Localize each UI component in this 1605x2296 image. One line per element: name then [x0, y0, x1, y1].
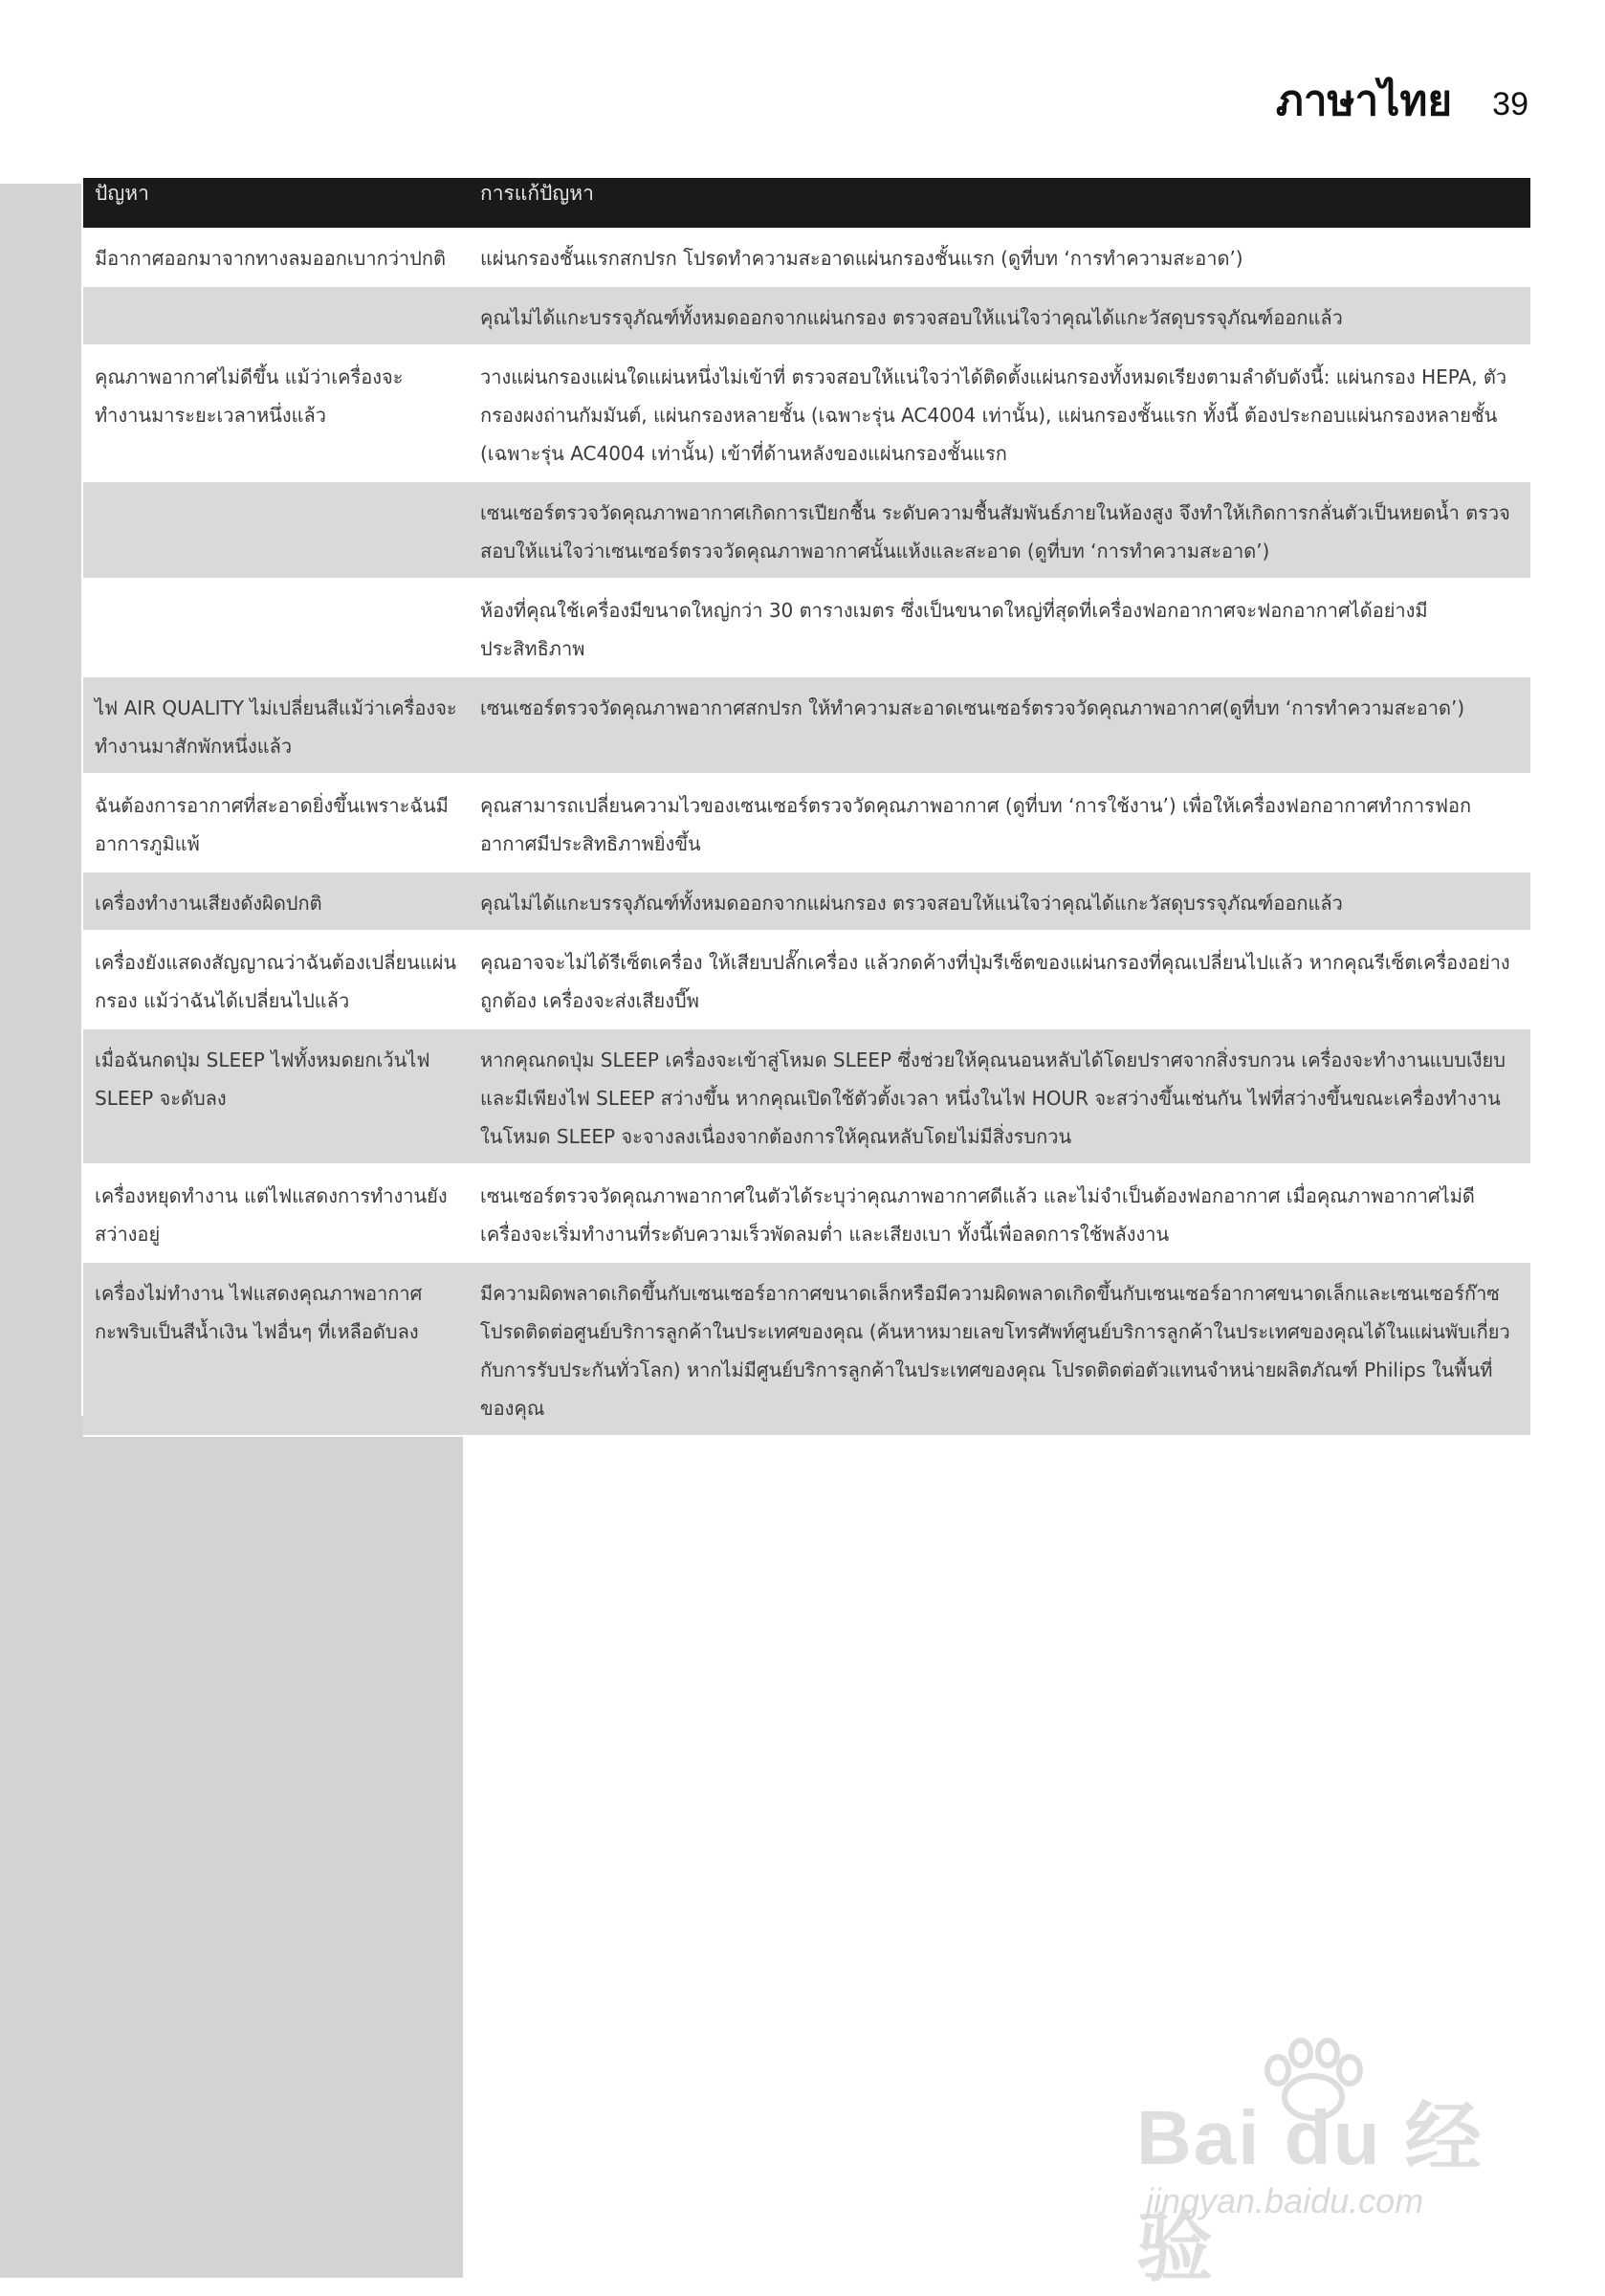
table-row [83, 1028, 1530, 1164]
problem-cell: เครื่องไม่ทำงาน ไฟแสดงคุณภาพอากาศกะพริบเป็นสีน้ำเงิน ไฟอื่นๆ ที่เหลือดับลง [83, 1262, 469, 1436]
solution-cell: คุณอาจจะไม่ได้รีเซ็ตเครื่อง ให้เสียบปลั๊กเครื่อง แล้วกดค้างที่ปุ่มรีเซ็ตของแผ่นกรองที่คุณเปลี่ยนไปแล้ว หากคุณรีเซ็ตเครื่องอย่างถูกต้อง เครื่องจะส่งเสียงบี๊พ [469, 931, 1530, 1028]
page-header [1276, 67, 1528, 134]
problem-cell: ไฟ AIR QUALITY ไม่เปลี่ยนสีแม้ว่าเครื่องจะทำงานมาสักพักหนึ่งแล้ว [83, 676, 469, 774]
table-row [83, 676, 1530, 774]
table-row [83, 481, 1530, 579]
watermark-url: jingyan.baidu.com [1146, 2181, 1424, 2220]
problem-cell: คุณภาพอากาศไม่ดีขึ้น แม้ว่าเครื่องจะทำงานมาระยะเวลาหนึ่งแล้ว [83, 345, 469, 481]
solution-cell: เซนเซอร์ตรวจวัดคุณภาพอากาศในตัวได้ระบุว่าคุณภาพอากาศดีแล้ว และไม่จำเป็นต้องฟอกอากาศ เมื่อคุณภาพอากาศไม่ดี เครื่องจะเริ่มทำงานที่ระดับความเร็วพัดลมต่ำ และเสียงเบา ทั้งนี้เพื่อลดการใช้พลังงาน [469, 1164, 1530, 1262]
problem-cell: เครื่องหยุดทำงาน แต่ไฟแสดงการทำงานยังสว่างอยู่ [83, 1164, 469, 1262]
table-row [83, 872, 1530, 931]
problem-cell: เครื่องยังแสดงสัญญาณว่าฉันต้องเปลี่ยนแผ่นกรอง แม้ว่าฉันได้เปลี่ยนไปแล้ว [83, 931, 469, 1028]
solution-cell: ห้องที่คุณใช้เครื่องมีขนาดใหญ่กว่า 30 ตารางเมตร ซึ่งเป็นขนาดใหญ่ที่สุดที่เครื่องฟอกอากาศจะฟอกอากาศได้อย่างมีประสิทธิภาพ [469, 579, 1530, 676]
solution-cell: มีความผิดพลาดเกิดขึ้นกับเซนเซอร์อากาศขนาดเล็กหรือมีความผิดพลาดเกิดขึ้นกับเซนเซอร์อากาศขนาดเล็กและเซนเซอร์ก๊าซ โปรดติดต่อศูนย์บริการลูกค้าในประเทศของคุณ (ค้นหาหมายเลขโทรศัพท์ศูนย์บริการลูกค้าในประเทศของคุณได้ในแผ่นพับเกี่ยวกับการรับประกันทั่วโลก) หากไม่มีศูนย์บริการลูกค้าในประเทศของคุณ โปรดติดต่อตัวแทนจำหน่ายผลิตภัณฑ์ Philips ในพื้นที่ของคุณ [469, 1262, 1530, 1436]
watermark-brand: Bai du 经验 [1136, 2095, 1484, 2290]
problem-cell: เครื่องทำงานเสียงดังผิดปกติ [83, 872, 469, 931]
solution-cell: คุณไม่ได้แกะบรรจุภัณฑ์ทั้งหมดออกจากแผ่นกรอง ตรวจสอบให้แน่ใจว่าคุณได้แกะวัสดุบรรจุภัณฑ์ออกแล้ว [469, 872, 1530, 931]
table-row [83, 1262, 1530, 1436]
solution-cell: เซนเซอร์ตรวจวัดคุณภาพอากาศสกปรก ให้ทำความสะอาดเซนเซอร์ตรวจวัดคุณภาพอากาศ(ดูที่บท ‘การทำความสะอาด’) [469, 676, 1530, 774]
troubleshooting-table [83, 178, 1530, 1437]
table-header-row [83, 178, 1530, 228]
table-row [83, 1164, 1530, 1262]
page-number: 39 [1492, 86, 1528, 122]
problem-cell [83, 579, 469, 676]
problem-cell: มีอากาศออกมาจากทางลมออกเบากว่าปกติ [83, 228, 469, 286]
table-row [83, 345, 1530, 481]
table-row [83, 286, 1530, 345]
solution-cell: เซนเซอร์ตรวจวัดคุณภาพอากาศเกิดการเปียกชื้น ระดับความชื้นสัมพันธ์ภายในห้องสูง จึงทำให้เกิดการกลั่นตัวเป็นหยดน้ำ ตรวจสอบให้แน่ใจว่าเซนเซอร์ตรวจวัดคุณภาพอากาศนั้นแห้งและสะอาด (ดูที่บท ‘การทำความสะอาด’) [469, 481, 1530, 579]
header-solution: การแก้ปัญหา [469, 178, 1530, 228]
bottom-gray-block [0, 1416, 463, 2278]
problem-cell: ฉันต้องการอากาศที่สะอาดยิ่งขึ้นเพราะฉันมีอาการภูมิแพ้ [83, 774, 469, 872]
solution-cell: คุณไม่ได้แกะบรรจุภัณฑ์ทั้งหมดออกจากแผ่นกรอง ตรวจสอบให้แน่ใจว่าคุณได้แกะวัสดุบรรจุภัณฑ์ออกแล้ว [469, 286, 1530, 345]
baidu-watermark [1136, 2038, 1519, 2290]
table-row [83, 579, 1530, 676]
problem-cell [83, 481, 469, 579]
language-title: ภาษาไทย [1275, 77, 1453, 125]
header-problem: ปัญหา [83, 178, 469, 228]
solution-cell: คุณสามารถเปลี่ยนความไวของเซนเซอร์ตรวจวัดคุณภาพอากาศ (ดูที่บท ‘การใช้งาน’) เพื่อให้เครื่องฟอกอากาศทำการฟอกอากาศมีประสิทธิภาพยิ่งขึ้น [469, 774, 1530, 872]
problem-cell: เมื่อฉันกดปุ่ม SLEEP ไฟทั้งหมดยกเว้นไฟ SLEEP จะดับลง [83, 1028, 469, 1164]
table-row [83, 931, 1530, 1028]
table-row [83, 228, 1530, 286]
solution-cell: แผ่นกรองชั้นแรกสกปรก โปรดทำความสะอาดแผ่นกรองชั้นแรก (ดูที่บท ‘การทำความสะอาด’) [469, 228, 1530, 286]
solution-cell: วางแผ่นกรองแผ่นใดแผ่นหนึ่งไม่เข้าที่ ตรวจสอบให้แน่ใจว่าได้ติดตั้งแผ่นกรองทั้งหมดเรียงตามลำดับดังนี้: แผ่นกรอง HEPA, ตัวกรองผงถ่านกัมมันต์, แผ่นกรองหลายชั้น (เฉพาะรุ่น AC4004 เท่านั้น), แผ่นกรองชั้นแรก ทั้งนี้ ต้องประกอบแผ่นกรองหลายชั้น (เฉพาะรุ่น AC4004 เท่านั้น) เข้าที่ด้านหลังของแผ่นกรองชั้นแรก [469, 345, 1530, 481]
table-row [83, 774, 1530, 872]
solution-cell: หากคุณกดปุ่ม SLEEP เครื่องจะเข้าสู่โหมด SLEEP ซึ่งช่วยให้คุณนอนหลับได้โดยปราศจากสิ่งรบกวน เครื่องจะทำงานแบบเงียบและมีเพียงไฟ SLEEP สว่างขึ้น หากคุณเปิดใช้ตัวตั้งเวลา หนึ่งในไฟ HOUR จะสว่างขึ้นเช่นกัน ไฟที่สว่างขึ้นขณะเครื่องทำงานในโหมด SLEEP จะจางลงเนื่องจากต้องการให้คุณหลับโดยไม่มีสิ่งรบกวน [469, 1028, 1530, 1164]
problem-cell [83, 286, 469, 345]
